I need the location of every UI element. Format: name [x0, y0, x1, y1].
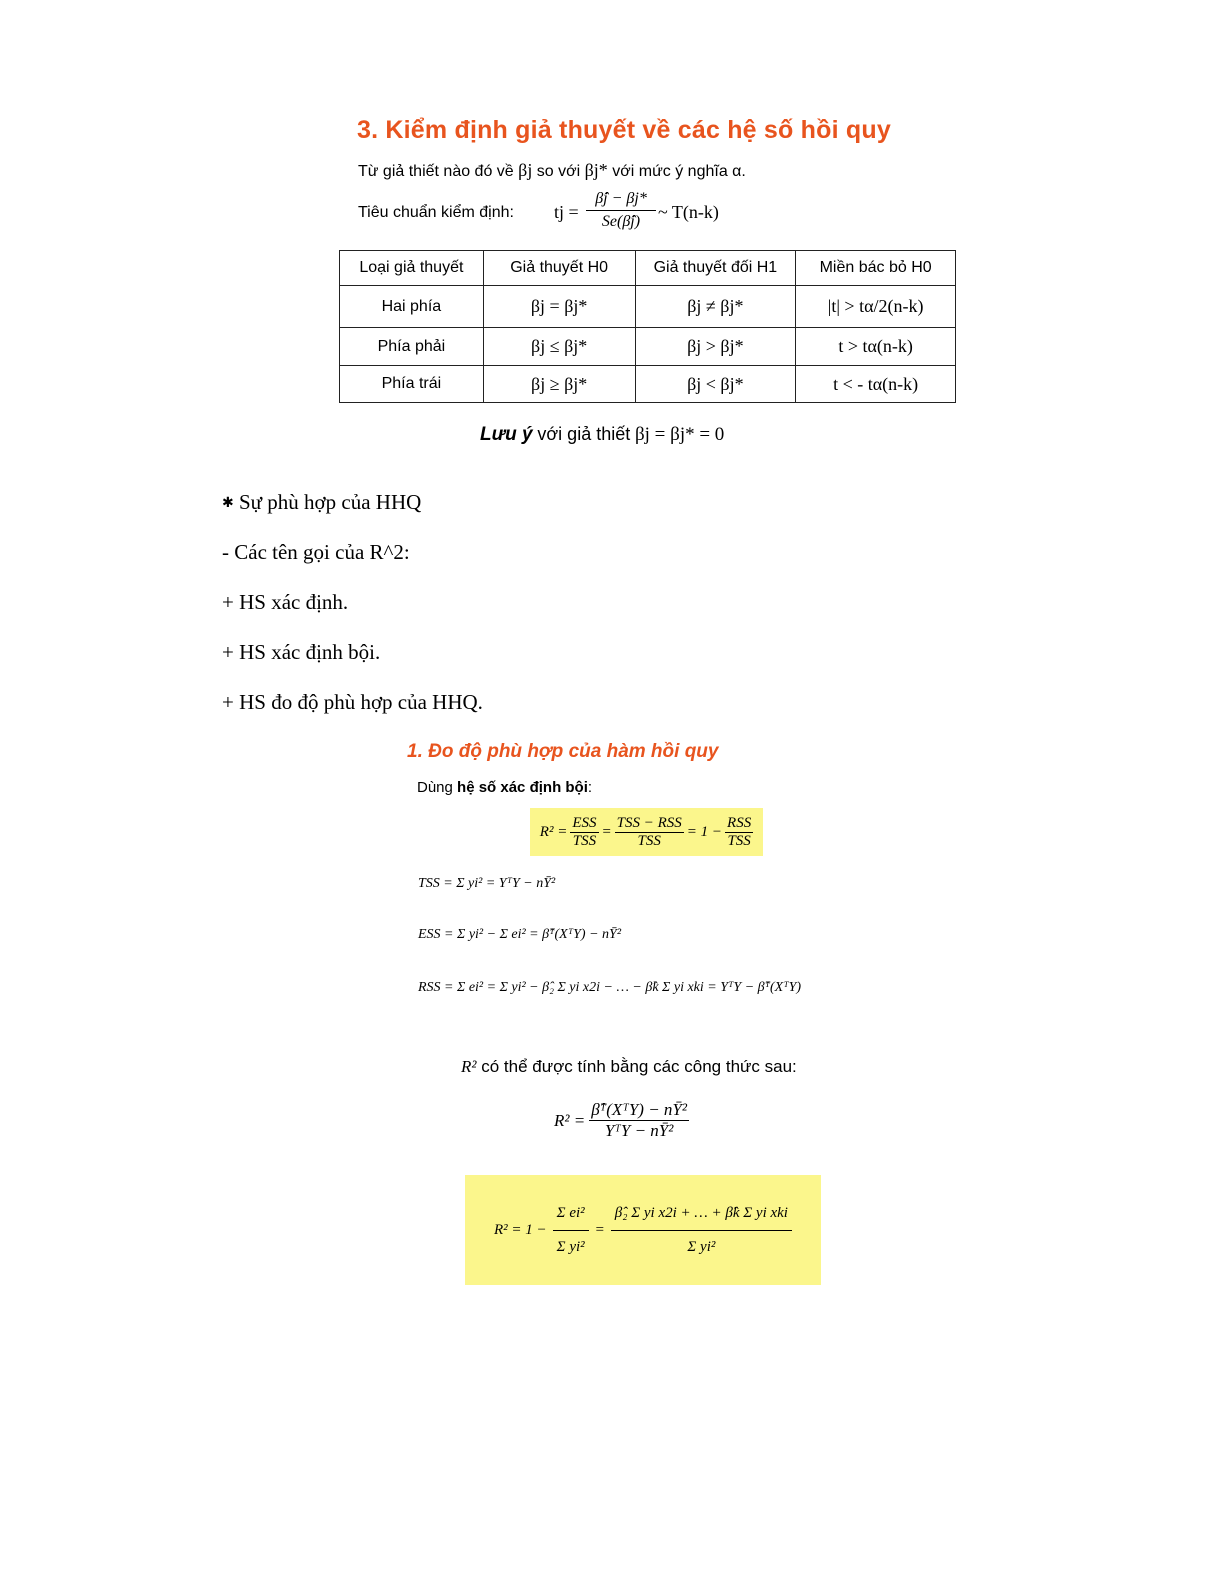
alt2-equals: = — [594, 1221, 605, 1238]
fraction-numerator: ESS — [572, 814, 597, 831]
table-header: Loại giả thuyết — [340, 251, 484, 286]
table-cell: |t| > tα/2(n-k) — [796, 286, 956, 328]
ess-formula: ESS = Σ yi² − Σ ei² = β̂ᵀ(XᵀY) − nȲ² — [418, 927, 622, 942]
fraction-numerator: RSS — [727, 814, 752, 831]
intro-lead: Từ giả thiết nào đó về — [358, 163, 514, 180]
criterion-distribution: ~ T(n-k) — [658, 202, 719, 222]
uses-lead: Dùng — [417, 779, 453, 796]
uses-colon: : — [587, 779, 593, 796]
section-title: 3. Kiểm định giả thuyết về các hệ số hồi quy — [357, 116, 891, 144]
tss-minus-rss-over-tss — [615, 815, 684, 850]
r2-symbol: R² — [461, 1057, 477, 1076]
names-intro: - Các tên gọi của R^2: — [222, 540, 410, 564]
criterion-fraction — [586, 190, 656, 231]
alt2-lhs: R² = 1 − — [494, 1221, 547, 1238]
note-line — [480, 424, 724, 446]
beta-j: βj — [518, 160, 533, 180]
note-formula: βj = βj* = 0 — [634, 424, 725, 445]
alt-intro-text: có thể được tính bằng các công thức sau: — [481, 1057, 797, 1076]
fraction-denominator: YᵀY − nȲ² — [604, 1121, 674, 1140]
r2-alt-formula-2 — [465, 1175, 821, 1285]
table-cell: Phía trái — [340, 366, 484, 403]
test-criterion — [358, 190, 758, 240]
list-item: + HS xác định. — [222, 590, 349, 614]
uses-bold: hệ số xác định bội — [457, 779, 588, 796]
intro-compare: so với — [536, 163, 581, 180]
alt1-fraction — [589, 1100, 689, 1141]
fraction-denominator: TSS — [572, 832, 597, 849]
list-item: + HS xác định bội. — [222, 640, 381, 664]
fraction-denominator: Σ yi² — [556, 1238, 585, 1255]
fraction-numerator: β̂₂ Σ yi x2i + … + β̂k Σ yi xki — [611, 1197, 792, 1231]
table-header: Giả thuyết H0 — [483, 251, 635, 286]
intro-line — [358, 160, 746, 181]
note-text: với giả thiết — [537, 424, 631, 444]
alt1-lhs: R² = — [554, 1110, 586, 1130]
table-row — [340, 366, 956, 403]
table-header-row — [340, 251, 956, 286]
table-cell: t > tα(n-k) — [796, 328, 956, 366]
criterion-t: tj = — [554, 202, 579, 222]
rss-over-tss — [725, 815, 753, 850]
fraction-denominator: TSS — [637, 832, 661, 849]
r2-lhs: R² = — [539, 823, 568, 840]
table-header: Giả thuyết đối H1 — [635, 251, 796, 286]
intro-level: với mức ý nghĩa α. — [612, 163, 746, 180]
asterisk-icon: ✱ — [222, 496, 234, 511]
list-item: + HS đo độ phù hợp của HHQ. — [222, 690, 483, 714]
criterion-denominator: Se(β̂j) — [601, 213, 641, 230]
table-cell: βj ≤ βj* — [483, 328, 635, 366]
fit-heading — [222, 490, 421, 515]
note-bold: Lưu ý — [480, 424, 533, 445]
table-row — [340, 286, 956, 328]
table-row — [340, 328, 956, 366]
r2-alt-formula-1 — [554, 1100, 689, 1141]
ess-over-tss — [570, 815, 598, 850]
table-cell: βj ≥ βj* — [483, 366, 635, 403]
fit-heading-text: Sự phù hợp của HHQ — [238, 490, 422, 514]
r2-definition — [530, 808, 763, 856]
alt2-fraction-2 — [611, 1197, 792, 1264]
one-minus: = 1 − — [686, 823, 723, 840]
table-cell: t < - tα(n-k) — [796, 366, 956, 403]
table-cell: βj = βj* — [483, 286, 635, 328]
tss-formula: TSS = Σ yi² = YᵀY − nȲ² — [418, 876, 556, 891]
table-cell: βj < βj* — [635, 366, 796, 403]
table-cell: βj ≠ βj* — [635, 286, 796, 328]
alt2-fraction-1 — [553, 1197, 589, 1264]
criterion-label: Tiêu chuẩn kiểm định: — [358, 204, 514, 221]
rss-formula: RSS = Σ ei² = Σ yi² − β̂₂ Σ yi x2i − … − β̂k Σ yi xki = YᵀY − β̂ᵀ(XᵀY) — [418, 980, 802, 995]
table-cell: Hai phía — [340, 286, 484, 328]
fraction-numerator: TSS − RSS — [616, 814, 682, 831]
fraction-numerator: Σ ei² — [553, 1197, 589, 1231]
fraction-numerator: β̂ᵀ(XᵀY) − nȲ² — [591, 1100, 687, 1119]
uses-line — [417, 779, 592, 796]
fraction-denominator: Σ yi² — [687, 1238, 716, 1255]
beta-star: βj* — [584, 160, 608, 180]
fraction-denominator: TSS — [727, 832, 751, 849]
criterion-numerator: β̂j − βj* — [586, 190, 656, 211]
equals: = — [601, 823, 612, 840]
subsection-title: 1. Đo độ phù hợp của hàm hồi quy — [407, 741, 719, 762]
table-cell: βj > βj* — [635, 328, 796, 366]
table-header: Miền bác bỏ H0 — [796, 251, 956, 286]
hypothesis-table — [339, 250, 956, 403]
alt-formulas-intro — [461, 1057, 797, 1077]
table-cell: Phía phải — [340, 328, 484, 366]
